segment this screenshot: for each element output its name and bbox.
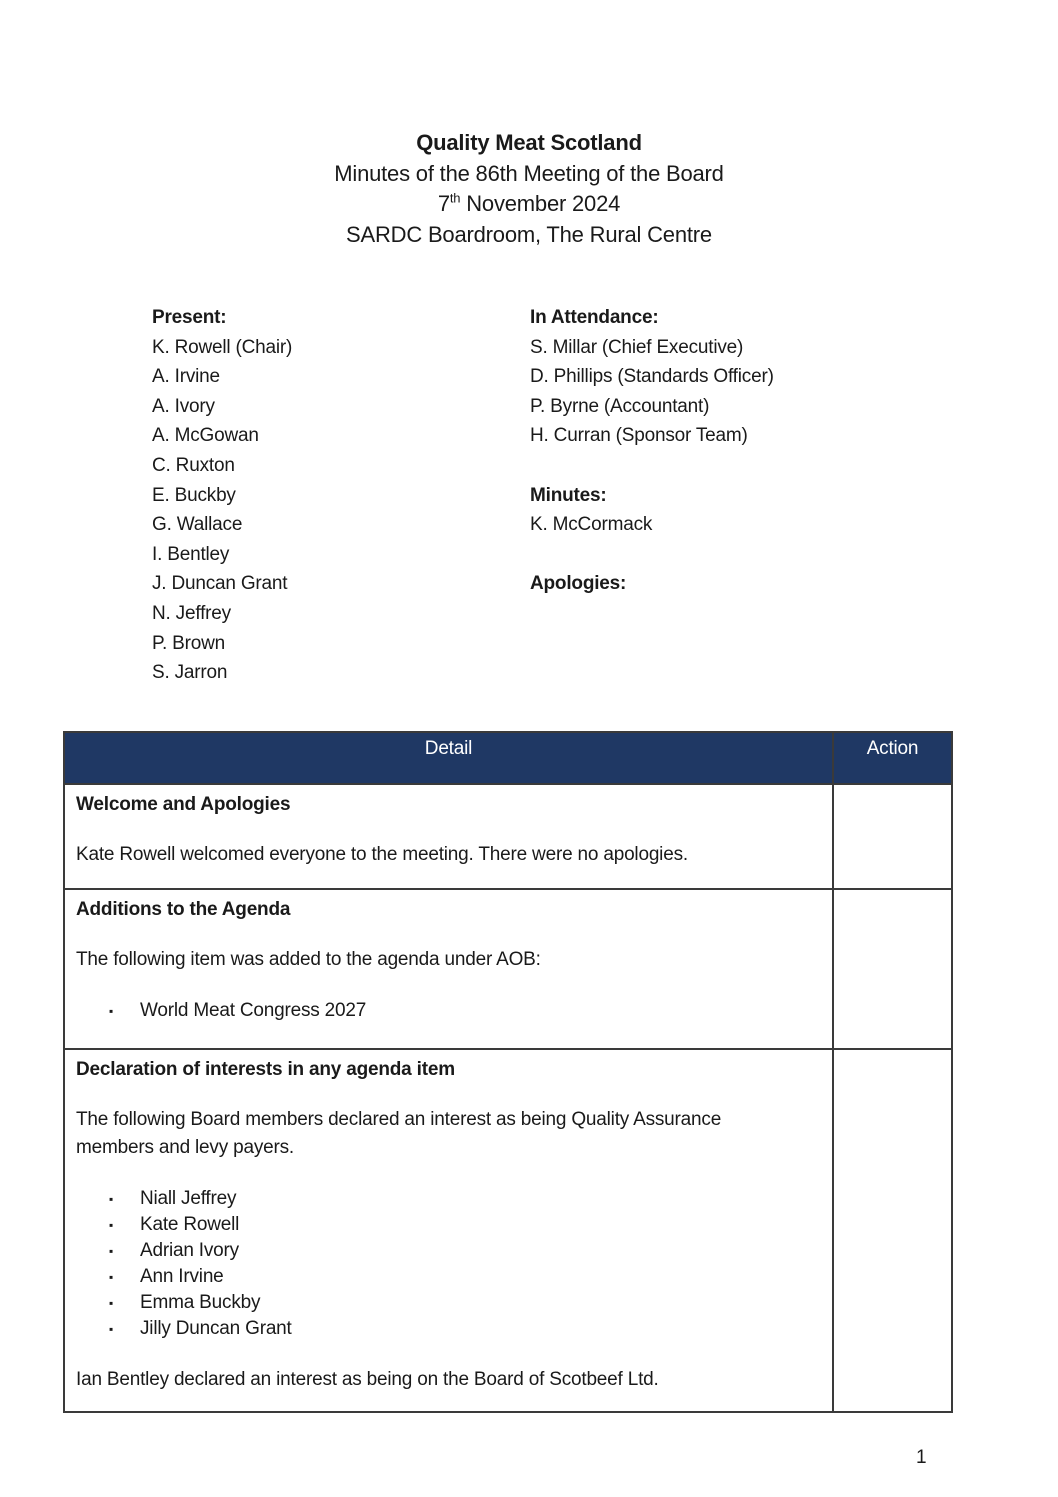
bullet-list	[76, 1186, 802, 1342]
detail-cell	[64, 1049, 833, 1412]
bullet-item	[76, 1186, 802, 1212]
present-column	[152, 303, 530, 688]
present-name: J. Duncan Grant	[152, 573, 288, 595]
bullet-icon: ▪	[109, 1322, 114, 1336]
bullet-text: World Meat Congress 2027	[140, 1000, 367, 1021]
apologies-label: Apologies:	[530, 573, 627, 595]
bullet-icon: ▪	[109, 1004, 114, 1018]
present-name: I. Bentley	[152, 543, 230, 565]
row-paragraph: The following Board members declared an interest as being Quality Assurance members and levy payers.	[76, 1109, 722, 1158]
bullet-list	[76, 998, 802, 1024]
action-cell	[833, 1049, 952, 1412]
spacer-line	[530, 451, 960, 481]
in-attendance-label: In Attendance:	[530, 307, 659, 328]
bullet-icon: ▪	[109, 1192, 114, 1206]
minutes-row	[64, 889, 952, 1049]
present-name: G. Wallace	[152, 514, 243, 536]
in-attendance-column	[530, 303, 960, 688]
row-paragraph: The following item was added to the agenda under AOB:	[76, 949, 541, 970]
minutes-taker-name: K. McCormack	[530, 514, 653, 536]
row-paragraph: Ian Bentley declared an interest as being on the Board of Scotbeef Ltd.	[76, 1369, 659, 1390]
bullet-text: Adrian Ivory	[140, 1240, 239, 1261]
bullet-item	[76, 1290, 802, 1316]
bullet-icon: ▪	[109, 1218, 114, 1232]
in-attendance-name: H. Curran (Sponsor Team)	[530, 425, 748, 447]
attendance-section	[152, 303, 960, 688]
bullet-icon: ▪	[109, 1270, 114, 1284]
document-date	[0, 189, 1058, 220]
present-name: P. Brown	[152, 632, 226, 654]
bullet-item	[76, 998, 802, 1024]
bullet-item	[76, 1238, 802, 1264]
present-name: K. Rowell (Chair)	[152, 336, 293, 358]
action-column-header: Action	[833, 732, 952, 784]
row-heading: Welcome and Apologies	[76, 794, 291, 815]
present-name: A. Irvine	[152, 366, 220, 388]
bullet-item	[76, 1264, 802, 1290]
present-name: N. Jeffrey	[152, 602, 231, 624]
bullet-text: Niall Jeffrey	[140, 1188, 237, 1209]
present-name: S. Jarron	[152, 662, 228, 684]
action-cell	[833, 784, 952, 889]
document-title: Quality Meat Scotland	[416, 130, 642, 155]
document-location: SARDC Boardroom, The Rural Centre	[346, 221, 712, 247]
row-heading: Additions to the Agenda	[76, 899, 291, 920]
document-subtitle: Minutes of the 86th Meeting of the Board	[334, 160, 724, 186]
present-name: C. Ruxton	[152, 454, 235, 476]
in-attendance-name: P. Byrne (Accountant)	[530, 395, 710, 417]
date-ordinal: th	[449, 190, 461, 206]
minutes-label: Minutes:	[530, 484, 607, 506]
minutes-table	[63, 731, 953, 1413]
detail-cell	[64, 889, 833, 1049]
date-day: 7	[437, 191, 450, 217]
minutes-row	[64, 784, 952, 889]
present-name: A. McGowan	[152, 425, 259, 447]
present-label: Present:	[152, 307, 227, 328]
bullet-icon: ▪	[109, 1296, 114, 1310]
page-number: 1	[916, 1447, 927, 1468]
row-paragraph: Kate Rowell welcomed everyone to the meeting. There were no apologies.	[76, 844, 688, 865]
spacer-line	[530, 540, 960, 570]
bullet-icon: ▪	[109, 1244, 114, 1258]
bullet-text: Jilly Duncan Grant	[140, 1318, 292, 1339]
date-rest: November 2024	[460, 191, 621, 217]
in-attendance-name: S. Millar (Chief Executive)	[530, 336, 744, 358]
in-attendance-name: D. Phillips (Standards Officer)	[530, 366, 774, 388]
document-header	[0, 128, 1058, 250]
bullet-item	[76, 1212, 802, 1238]
detail-column-header: Detail	[64, 732, 833, 784]
row-heading: Declaration of interests in any agenda item	[76, 1059, 455, 1080]
bullet-text: Kate Rowell	[140, 1214, 240, 1235]
bullet-text: Emma Buckby	[140, 1292, 261, 1313]
present-name: A. Ivory	[152, 395, 215, 417]
present-name: E. Buckby	[152, 484, 236, 506]
minutes-row	[64, 1049, 952, 1412]
action-cell	[833, 889, 952, 1049]
bullet-item	[76, 1316, 802, 1342]
bullet-text: Ann Irvine	[140, 1266, 224, 1287]
table-header-row	[64, 732, 952, 784]
detail-cell	[64, 784, 833, 889]
